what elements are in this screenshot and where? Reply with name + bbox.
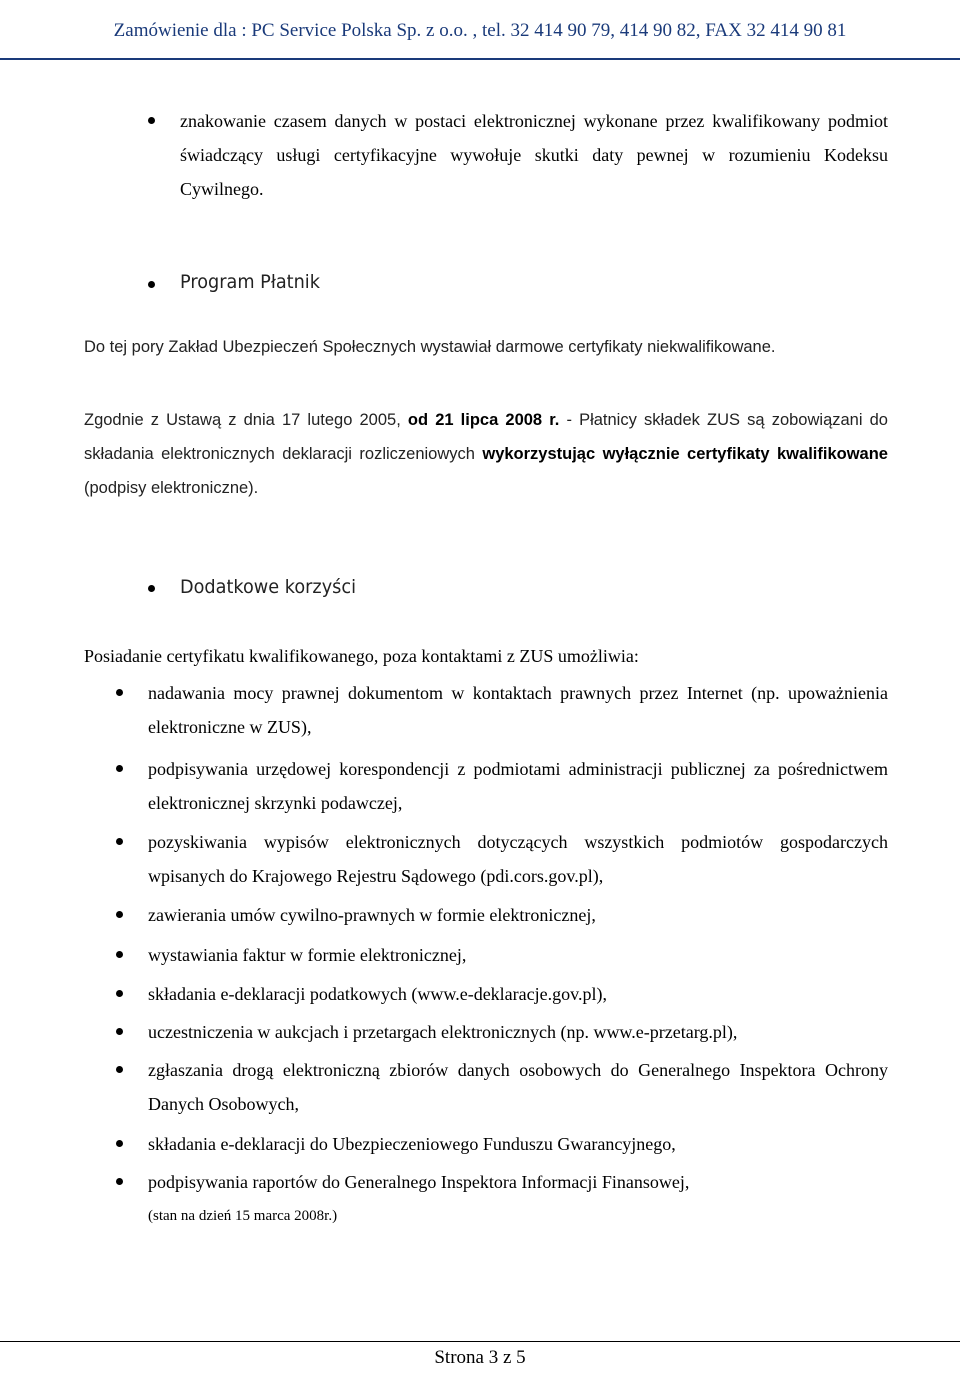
intro-bullet-text: znakowanie czasem danych w postaci elektronicznej wykonane przez kwalifikowany podmiot świadczący usługi certyfikacyjne wywołuje skutki daty pewnej w rozumieniu Kodeksu Cywilnego.	[180, 111, 888, 199]
bullet-icon	[116, 765, 123, 772]
bullet-icon	[116, 1178, 123, 1185]
section-heading-korzysci: Dodatkowe korzyści	[180, 576, 356, 598]
bullet-icon	[148, 281, 155, 288]
footer-divider	[0, 1341, 960, 1342]
section-heading-platnik: Program Płatnik	[180, 271, 320, 293]
bullet-icon	[148, 117, 155, 124]
list-item: zawierania umów cywilno-prawnych w formie elektronicznej,	[148, 905, 596, 925]
page-number: Strona 3 z 5	[434, 1347, 526, 1368]
list-item: podpisywania urzędowej korespondencji z podmiotami administracji publicznej za pośrednictwem elektronicznej skrzynki podawczej,	[148, 759, 888, 813]
header-divider	[0, 58, 960, 60]
list-item: nadawania mocy prawnej dokumentom w kontaktach prawnych przez Internet (np. upoważnienia elektroniczne w ZUS),	[148, 683, 888, 737]
bullet-icon	[116, 1066, 123, 1073]
bullet-icon	[116, 1028, 123, 1035]
list-item: składania e-deklaracji do Ubezpieczeniowego Funduszu Gwarancyjnego,	[148, 1134, 676, 1154]
list-item: uczestniczenia w aukcjach i przetargach elektronicznych (np. www.e-przetarg.pl),	[148, 1022, 738, 1042]
list-item: zgłaszania drogą elektroniczną zbiorów danych osobowych do Generalnego Inspektora Ochrony Danych Osobowych,	[148, 1060, 888, 1114]
bullet-icon	[116, 911, 123, 918]
platnik-paragraph-1: Do tej pory Zakład Ubezpieczeń Społecznych wystawiał darmowe certyfikaty niekwalifikowane.	[84, 338, 776, 356]
platnik-para2-part3: (podpisy elektroniczne).	[84, 479, 259, 497]
list-item: składania e-deklaracji podatkowych (www.e-deklaracje.gov.pl),	[148, 984, 607, 1004]
platnik-para2-emphasis: wykorzystując wyłącznie certyfikaty kwalifikowane	[482, 445, 888, 463]
bullet-icon	[116, 990, 123, 997]
platnik-para2-date: od 21 lipca 2008 r.	[407, 411, 560, 429]
bullet-icon	[116, 1140, 123, 1147]
bullet-icon	[116, 838, 123, 845]
bullet-icon	[116, 689, 123, 696]
platnik-para2-part2: - Płatnicy składek ZUS są zobowiązani do składania elektronicznych deklaracji rozliczeniowych	[84, 411, 888, 463]
platnik-paragraph-2	[84, 403, 888, 505]
list-item: pozyskiwania wypisów elektronicznych dotyczących wszystkich podmiotów gospodarczych wpisanych do Krajowego Rejestru Sądowego (pdi.cors.gov.pl),	[148, 832, 888, 886]
status-note: (stan na dzień 15 marca 2008r.)	[148, 1208, 338, 1224]
bullet-icon	[148, 585, 155, 592]
bullet-icon	[116, 951, 123, 958]
platnik-para2-part1: Zgodnie z Ustawą z dnia 17 lutego 2005,	[84, 411, 401, 429]
list-item: wystawiania faktur w formie elektronicznej,	[148, 945, 467, 965]
korzysci-lead: Posiadanie certyfikatu kwalifikowanego, poza kontaktami z ZUS umożliwia:	[84, 646, 639, 666]
page-header: Zamówienie dla : PC Service Polska Sp. z o.o. , tel. 32 414 90 79, 414 90 82, FAX 32 414 90 81	[113, 20, 847, 41]
list-item: podpisywania raportów do Generalnego Inspektora Informacji Finansowej,	[148, 1172, 690, 1192]
